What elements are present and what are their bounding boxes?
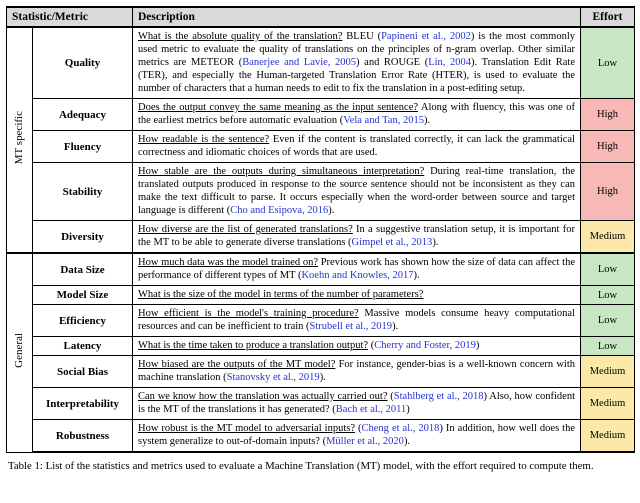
citation-link[interactable]: Müller et al., 2020 — [326, 436, 404, 447]
metric-name: Efficiency — [33, 305, 133, 337]
metric-description — [133, 420, 581, 453]
question-text: How biased are the outputs of the MT model? — [138, 359, 336, 370]
effort-badge: Low — [581, 253, 635, 286]
metric-name: Quality — [33, 27, 133, 99]
citation-link[interactable]: Strubell et al., 2019 — [309, 321, 393, 332]
metric-description — [133, 356, 581, 388]
metric-name: Latency — [33, 337, 133, 356]
table-row — [7, 253, 635, 286]
effort-badge: Low — [581, 286, 635, 305]
table-row — [7, 356, 635, 388]
table-row — [7, 99, 635, 131]
question-text: How diverse are the list of generated translations? — [138, 224, 353, 235]
description-text: ). — [413, 270, 420, 281]
citation-link[interactable]: Cherry and Foster, 2019 — [374, 340, 476, 351]
question-text: Can we know how the translation was actually carried out? — [138, 391, 388, 402]
citation-link[interactable]: Cho and Esipova, 2016 — [230, 205, 329, 216]
description-text: ) In addition, how well does the system generalize to out-of-domain inputs? ( — [138, 423, 576, 447]
citation-link[interactable]: Cheng et al., 2018 — [361, 423, 440, 434]
table-header — [7, 7, 635, 27]
description-text: ) is the most commonly used metric to evaluate the quality of translations on the principles of n-gram overlap. Other similar metrics are METEOR ( — [138, 31, 576, 68]
metric-name: Data Size — [33, 253, 133, 286]
effort-badge: Medium — [581, 221, 635, 254]
row-group-cell — [7, 27, 33, 253]
citation-link[interactable]: Stahlberg et al., 2018 — [393, 391, 484, 402]
question-text: What is the absolute quality of the translation? — [138, 31, 343, 42]
metric-description — [133, 99, 581, 131]
description-text: ) and ROUGE ( — [356, 57, 429, 68]
description-text: For instance, gender-bias is a well-known concern with machine translation ( — [138, 359, 575, 383]
table-row — [7, 163, 635, 221]
table-body — [7, 27, 635, 452]
citation-link[interactable]: Banerjee and Lavie, 2005 — [242, 57, 357, 68]
table-row — [7, 388, 635, 420]
metrics-table — [6, 6, 635, 453]
effort-badge: Low — [581, 305, 635, 337]
metric-description — [133, 221, 581, 254]
table-row — [7, 131, 635, 163]
description-text: ( — [355, 423, 362, 434]
metric-description — [133, 163, 581, 221]
description-text: In a suggestive translation setup, it is important for the MT to be able to generate diverse translations ( — [138, 224, 575, 248]
citation-link[interactable]: Stanovsky et al., 2019 — [226, 372, 320, 383]
table-row — [7, 221, 635, 254]
description-text: ). — [392, 321, 399, 332]
question-text: How readable is the sentence? — [138, 134, 270, 145]
description-text: ) — [406, 404, 410, 415]
metric-description — [133, 131, 581, 163]
metric-name: Diversity — [33, 221, 133, 254]
description-text: ). — [319, 372, 326, 383]
description-text: ). Translation Edit Rate (TER), and especially the Human-targeted Translation Error Rate (HTER), is used to evaluate the number of characters that a human needs to edit to fix the translation in a post-editing setup. — [138, 57, 575, 94]
description-text: ). — [432, 237, 439, 248]
metric-description — [133, 286, 581, 305]
description-text: ) — [475, 340, 480, 351]
effort-badge: Medium — [581, 356, 635, 388]
question-text: Does the output convey the same meaning as the input sentence? — [138, 102, 419, 113]
row-group-label: MT specific — [13, 110, 25, 165]
question-text: How efficient is the model's training procedure? — [138, 308, 359, 319]
description-text: During real-time translation, the translated outputs produced in response to the source sentence should not be inconsistent as they can make the text difficult to parse. It occurs especially when the word-order between source and target language is different ( — [138, 166, 575, 216]
metric-description — [133, 337, 581, 356]
metric-name: Stability — [33, 163, 133, 221]
metric-name: Adequacy — [33, 99, 133, 131]
citation-link[interactable]: Lin, 2004 — [428, 57, 472, 68]
header-description: Description — [133, 7, 581, 27]
metric-description — [133, 305, 581, 337]
metric-description — [133, 253, 581, 286]
citation-link[interactable]: Papineni et al., 2002 — [381, 31, 471, 42]
effort-badge: Low — [581, 27, 635, 99]
question-text: How robust is the MT model to adversarial inputs? — [138, 423, 355, 434]
table-row — [7, 27, 635, 99]
table-row — [7, 420, 635, 453]
description-text: ). — [403, 436, 411, 447]
question-text: How stable are the outputs during simultaneous interpretation? — [138, 166, 425, 177]
effort-badge: High — [581, 99, 635, 131]
table-row — [7, 305, 635, 337]
metric-name: Interpretability — [33, 388, 133, 420]
effort-badge: High — [581, 131, 635, 163]
effort-badge: Low — [581, 337, 635, 356]
citation-link[interactable]: Koehn and Knowles, 2017 — [301, 270, 414, 281]
question-text: What is the time taken to produce a translation output? — [138, 340, 369, 351]
metric-description — [133, 388, 581, 420]
table-caption: Table 1: List of the statistics and metrics used to evaluate a Machine Translation (MT) model, with the effort required to compute them. — [8, 460, 594, 472]
table-row — [7, 286, 635, 305]
citation-link[interactable]: Vela and Tan, 2015 — [343, 115, 424, 126]
citation-link[interactable]: Gimpel et al., 2013 — [351, 237, 433, 248]
citation-link[interactable]: Bach et al., 2011 — [335, 404, 407, 415]
description-text: ) Also, how confident is the MT of the translations it has generated? ( — [138, 391, 575, 415]
metric-name: Model Size — [33, 286, 133, 305]
description-text: Along with fluency, this was one of the earliest metrics before automatic evaluation ( — [138, 102, 575, 126]
description-text: Massive models consume heavy computational resources and can be inefficient to train ( — [138, 308, 575, 332]
question-text: How much data was the model trained on? — [138, 257, 318, 268]
description-text: ( — [368, 340, 375, 351]
effort-badge: Medium — [581, 388, 635, 420]
metric-name: Fluency — [33, 131, 133, 163]
description-text: Previous work has shown how the size of data can affect the performance of different types of MT ( — [138, 257, 575, 281]
row-group-label: General — [13, 332, 25, 368]
effort-badge: High — [581, 163, 635, 221]
metric-name: Social Bias — [33, 356, 133, 388]
metric-name: Robustness — [33, 420, 133, 453]
description-text: ( — [387, 391, 394, 402]
description-text: Even if the content is translated correctly, it can lack the grammatical correctness and idiomatic choices of words that are used. — [138, 134, 575, 158]
row-group-cell — [7, 253, 33, 452]
table-row — [7, 337, 635, 356]
description-text: BLEU ( — [342, 31, 382, 42]
description-text: ). — [423, 115, 431, 126]
header-row — [7, 7, 635, 27]
header-statistic-metric: Statistic/Metric — [7, 7, 133, 27]
header-effort: Effort — [581, 7, 635, 27]
description-text: ). — [328, 205, 335, 216]
effort-badge: Medium — [581, 420, 635, 453]
question-text: What is the size of the model in terms of the number of parameters? — [138, 289, 424, 300]
metric-description — [133, 27, 581, 99]
